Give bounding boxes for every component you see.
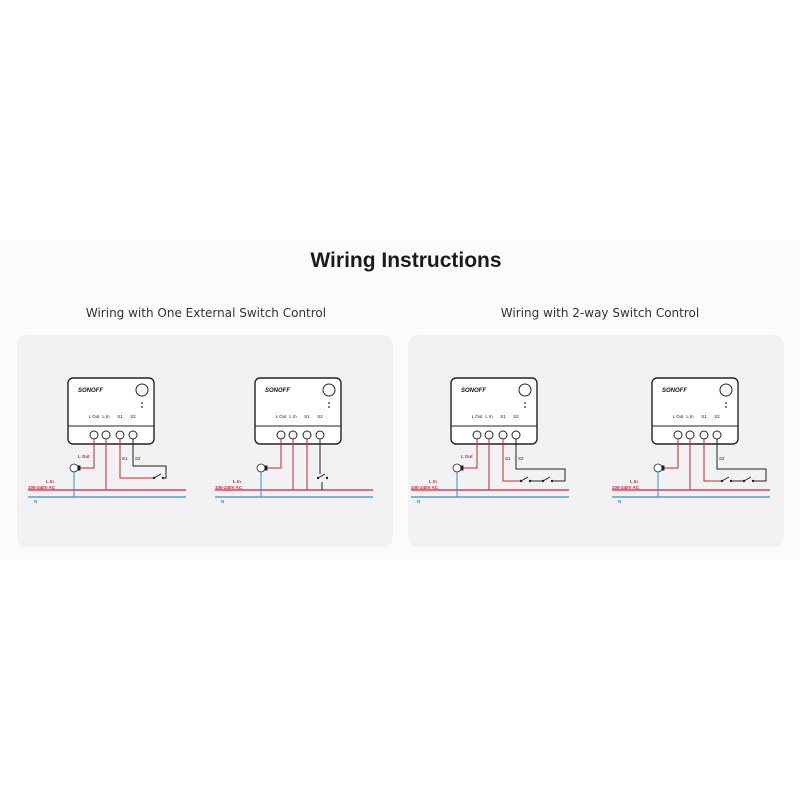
terminal-label-l-out: L Out [672, 414, 684, 419]
terminal-screw [512, 431, 520, 439]
neutral-label: N [34, 499, 38, 504]
led-icon [141, 406, 143, 408]
switch-lever [318, 474, 325, 478]
terminal-label-l-in: L In [289, 414, 297, 419]
neutral-label: N [221, 499, 225, 504]
two-way-switch-b-icon [743, 477, 754, 482]
lamp-icon [257, 464, 268, 472]
bulb-glass [70, 464, 78, 472]
terminal-label-s1: S1 [701, 414, 707, 419]
lamp-icon [654, 464, 665, 472]
brand-logo: SONOFF [78, 388, 103, 394]
switch-lever [154, 474, 161, 478]
supply-voltage-label: 100-240V AC [612, 485, 640, 490]
terminal-label-l-out: L Out [88, 414, 100, 419]
switch-lever [521, 477, 528, 481]
s1-label: S1 [122, 456, 128, 461]
live-in-label: L In [233, 479, 241, 484]
terminal-screw [713, 431, 721, 439]
section-heading-two-way: Wiring with 2-way Switch Control [500, 306, 700, 320]
switch-return-wire [163, 470, 166, 478]
brand-logo: SONOFF [265, 388, 290, 394]
live-in-label: L In [630, 479, 638, 484]
live-out-label: L Out [461, 454, 473, 459]
terminal-label-s2: S2 [714, 414, 720, 419]
terminal-screw [485, 431, 493, 439]
terminal-screw [499, 431, 507, 439]
led-icon [725, 406, 727, 408]
two-way-switch-a-icon [520, 477, 531, 482]
terminal-screw [303, 431, 311, 439]
external-switch-icon [153, 474, 164, 479]
lamp-icon [453, 464, 464, 472]
terminal-screw [90, 431, 98, 439]
terminal-screw [277, 431, 285, 439]
terminal-screw [674, 431, 682, 439]
led-icon [328, 406, 330, 408]
two-way-switch-b-icon [542, 477, 553, 482]
switch-lever [543, 477, 550, 481]
section-heading-one-switch: Wiring with One External Switch Control [85, 306, 327, 320]
switch-contact [326, 477, 328, 479]
switch-lever [722, 477, 729, 481]
terminal-label-l-in: L In [102, 414, 110, 419]
page-title: Wiring Instructions [310, 249, 502, 272]
terminal-screw [102, 431, 110, 439]
led-icon [524, 406, 526, 408]
terminal-label-l-in: L In [485, 414, 493, 419]
supply-voltage-label: 100-240V AC [28, 485, 56, 490]
brand-logo: SONOFF [461, 388, 486, 394]
terminal-screw [316, 431, 324, 439]
terminal-label-l-out: L Out [471, 414, 483, 419]
bulb-glass [453, 464, 461, 472]
wifi-icon [725, 402, 727, 404]
pairing-button [519, 384, 531, 396]
switch-lever [744, 477, 751, 481]
terminal-label-s2: S2 [513, 414, 519, 419]
terminal-screw [686, 431, 694, 439]
terminal-label-s2: S2 [317, 414, 323, 419]
s2-label: S2 [135, 456, 141, 461]
lamp-icon [70, 464, 81, 472]
supply-voltage-label: 100-240V AC [411, 485, 439, 490]
neutral-label: N [618, 499, 622, 504]
terminal-label-s1: S1 [500, 414, 506, 419]
terminal-label-s2: S2 [130, 414, 136, 419]
terminal-screw [473, 431, 481, 439]
bulb-glass [654, 464, 662, 472]
terminal-label-s1: S1 [304, 414, 310, 419]
external-switch-icon [317, 474, 328, 479]
s2-label: S2 [518, 456, 524, 461]
s2-label: S2 [719, 456, 725, 461]
brand-logo: SONOFF [662, 388, 687, 394]
bulb-glass [257, 464, 265, 472]
pairing-button [323, 384, 335, 396]
two-way-switch-a-icon [721, 477, 732, 482]
terminal-screw [129, 431, 137, 439]
terminal-label-s1: S1 [117, 414, 123, 419]
neutral-label: N [417, 499, 421, 504]
live-out-label: L Out [78, 454, 90, 459]
s1-label: S1 [505, 456, 511, 461]
live-in-label: L In [429, 479, 437, 484]
live-in-label: L In [46, 479, 54, 484]
terminal-screw [700, 431, 708, 439]
wifi-icon [524, 402, 526, 404]
terminal-label-l-in: L In [686, 414, 694, 419]
pairing-button [720, 384, 732, 396]
supply-voltage-label: 100-240V AC [215, 485, 243, 490]
wifi-icon [141, 402, 143, 404]
terminal-label-l-out: L Out [275, 414, 287, 419]
pairing-button [136, 384, 148, 396]
wifi-icon [328, 402, 330, 404]
terminal-screw [116, 431, 124, 439]
terminal-screw [289, 431, 297, 439]
